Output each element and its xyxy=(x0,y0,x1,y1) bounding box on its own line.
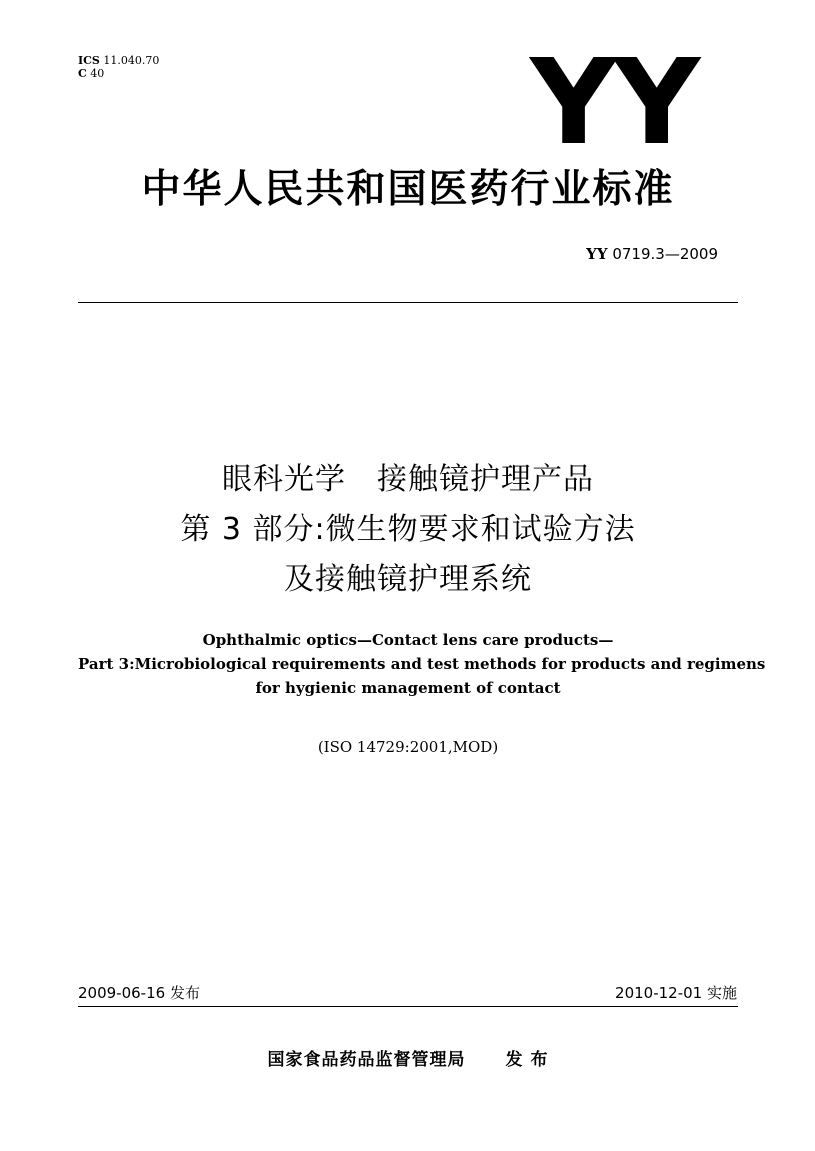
english-title-line: Part 3:Microbiological requirements and test methods for products and regimens xyxy=(78,655,766,673)
chinese-title-line: 及接触镜护理系统 xyxy=(284,562,532,597)
english-title xyxy=(78,628,766,700)
english-title-line: Ophthalmic optics—Contact lens care products— xyxy=(202,631,614,649)
issue-date: 2009-06-16 发布 xyxy=(78,984,200,1002)
implementation-date: 2010-12-01 实施 xyxy=(615,984,737,1002)
ics-code: ICS 11.040.70 xyxy=(78,54,160,67)
chinese-title xyxy=(78,455,738,605)
yy-logo: YY xyxy=(530,33,697,171)
publisher xyxy=(78,1048,738,1072)
standard-number-prefix: YY xyxy=(586,245,608,263)
english-title-line: for hygienic management of contact xyxy=(255,679,561,697)
chinese-title-line: 眼科光学 接触镜护理产品 xyxy=(222,462,594,497)
publisher-action: 发 布 xyxy=(505,1050,549,1070)
standard-number xyxy=(586,244,718,264)
publisher-name: 国家食品药品监督管理局 xyxy=(267,1050,466,1070)
iso-reference: (ISO 14729:2001,MOD) xyxy=(317,738,499,756)
standard-number-value: 0719.3—2009 xyxy=(612,245,718,263)
chinese-title-line: 第 3 部分:微生物要求和试验方法 xyxy=(180,512,636,547)
bottom-divider xyxy=(78,1006,738,1007)
top-divider xyxy=(78,302,738,303)
classification-codes xyxy=(78,54,159,80)
ccs-code: C 40 xyxy=(78,67,105,80)
standard-category-title: 中华人民共和国医药行业标准 xyxy=(141,167,675,212)
